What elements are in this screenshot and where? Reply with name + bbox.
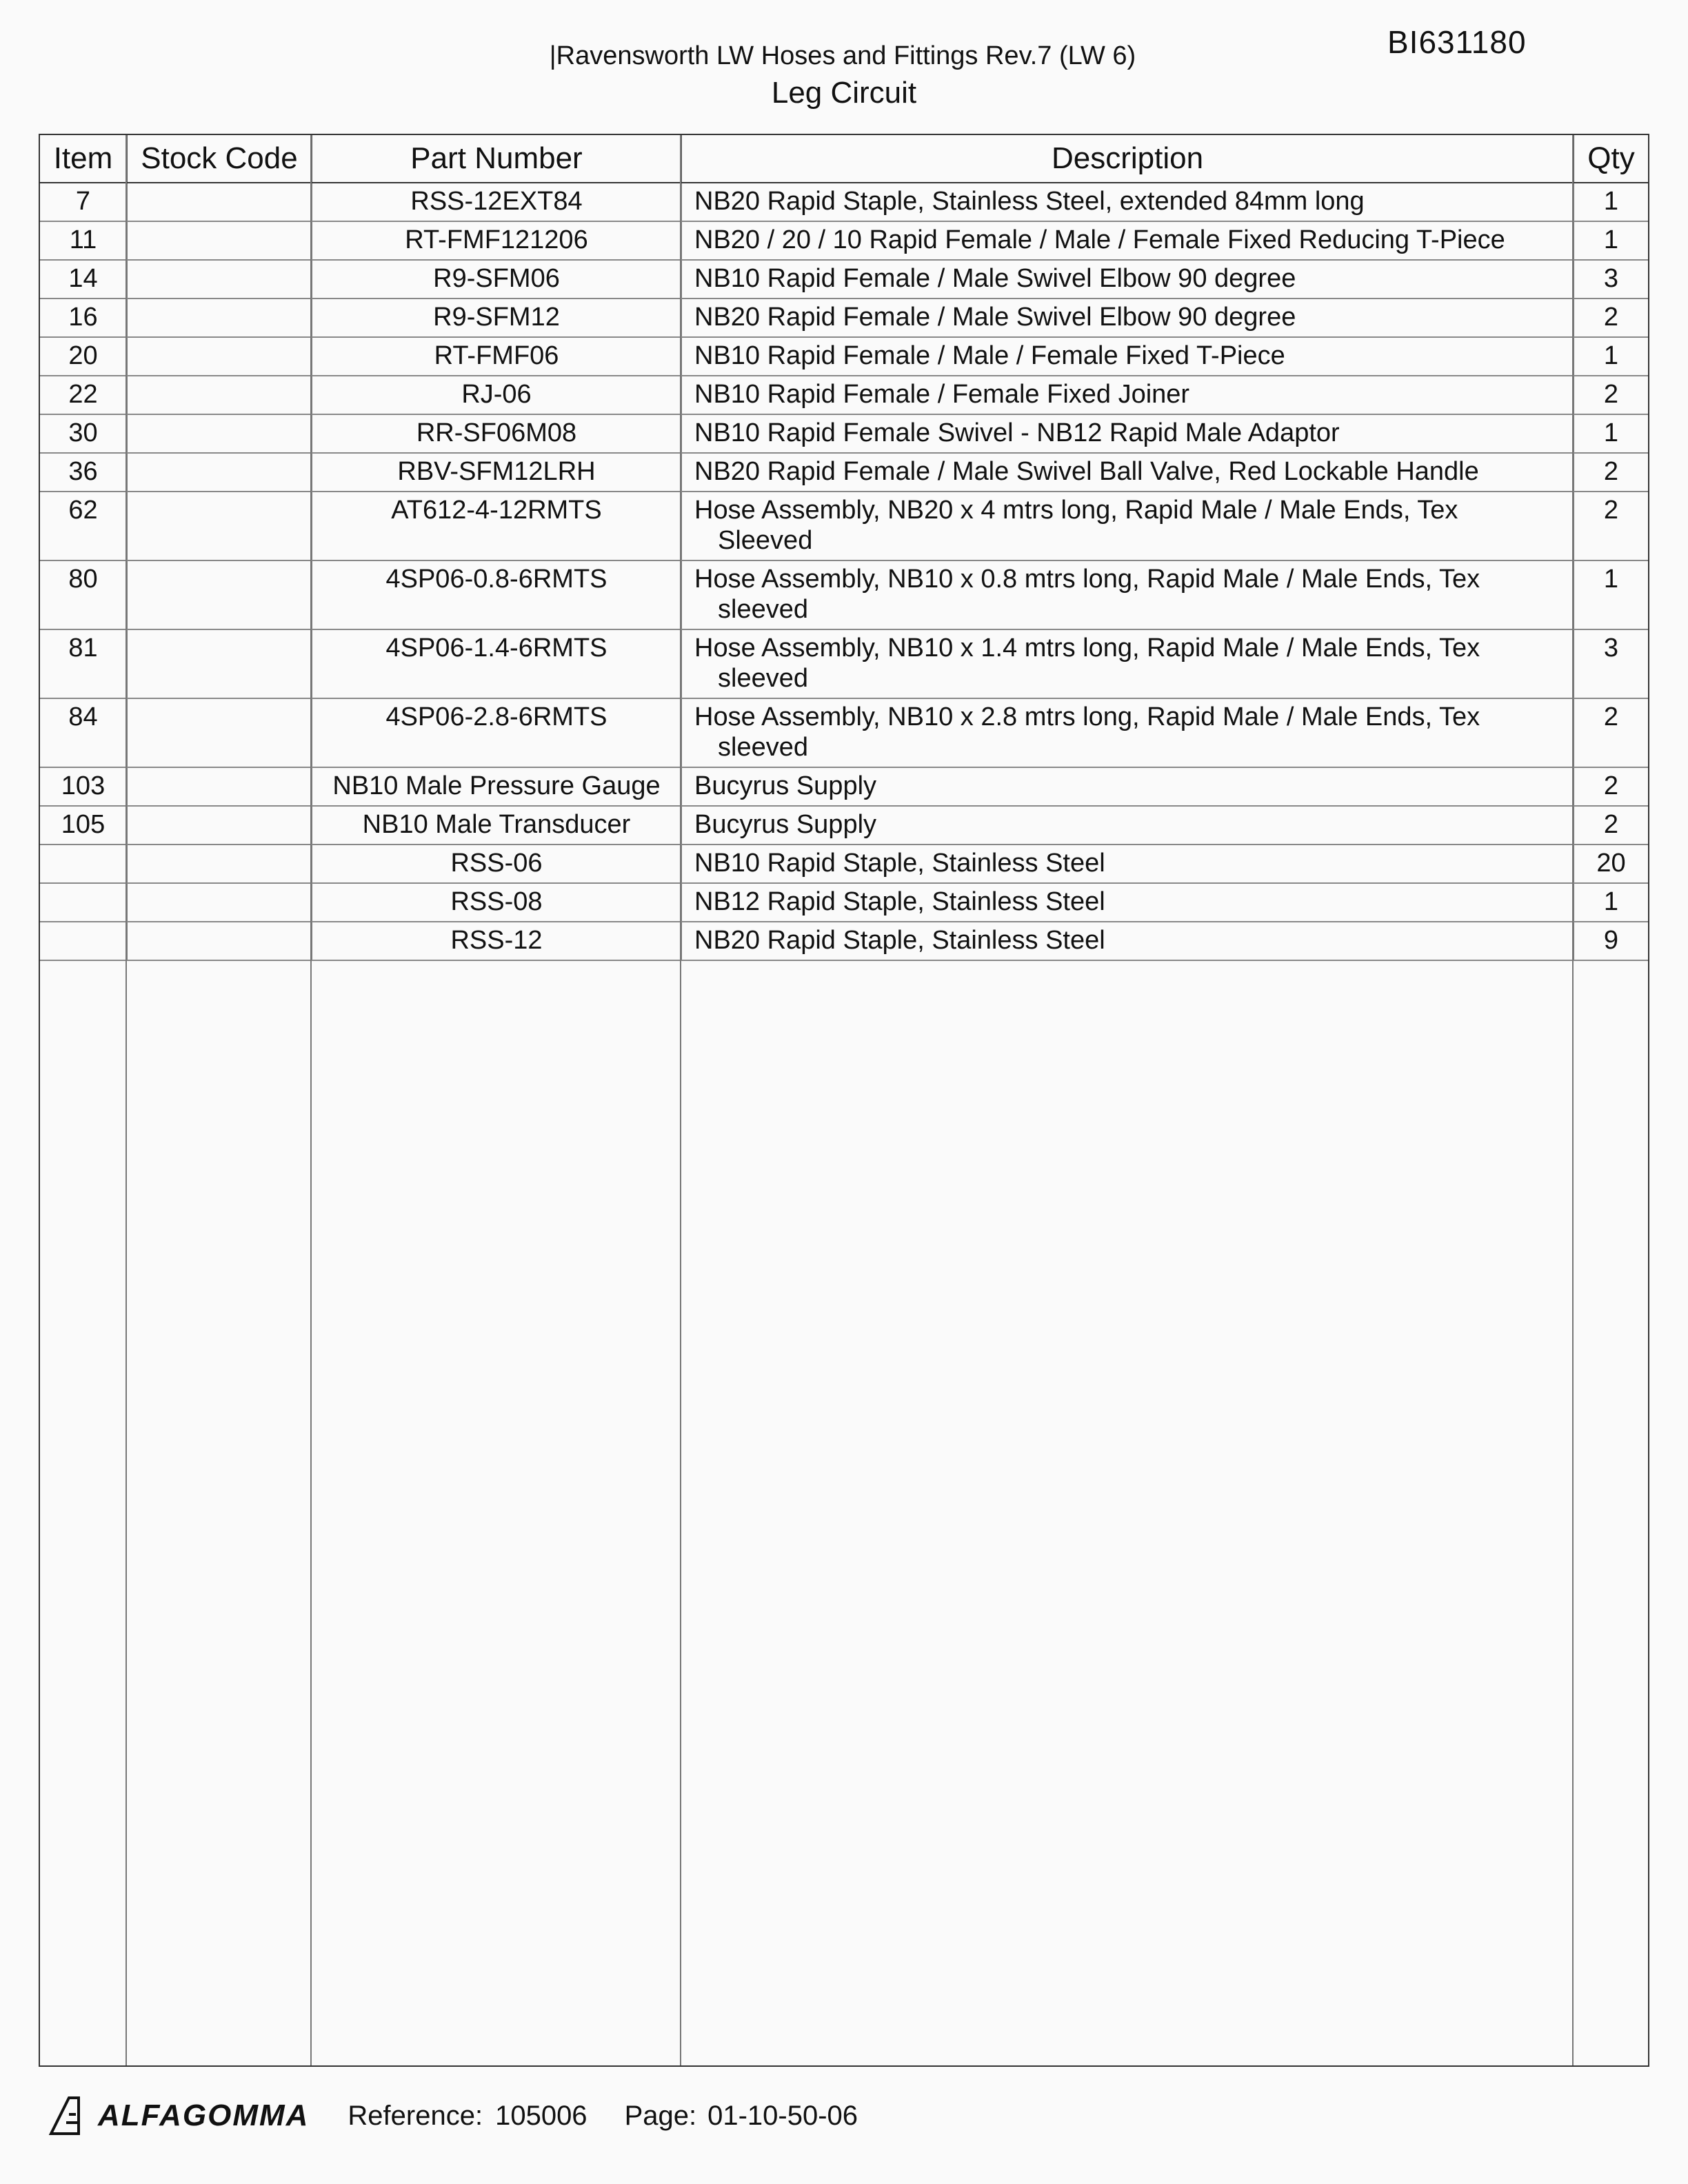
column-header-description: Description [681,135,1574,183]
cell-qty: 2 [1574,299,1648,337]
cell-item: 62 [40,492,127,560]
cell-item [40,922,127,960]
document-title: |Ravensworth LW Hoses and Fittings Rev.7 (LW 6) [549,41,1136,70]
table-row [40,337,1648,376]
cell-item: 20 [40,337,127,376]
reference-value: 105006 [495,2100,587,2131]
description-line: Hose Assembly, NB10 x 0.8 mtrs long, Rapid Male / Male Ends, Tex [694,565,1480,594]
cell-stock-code [127,337,312,376]
cell-part-number: NB10 Male Transducer [312,806,681,845]
cell-description [681,806,1574,845]
description-line: NB10 Rapid Female / Male / Female Fixed T-Piece [694,341,1285,370]
cell-stock-code [127,299,312,337]
cell-description [681,414,1574,453]
cell-part-number: RBV-SFM12LRH [312,453,681,492]
column-header-stock-code: Stock Code [127,135,312,183]
cell-item: 22 [40,376,127,414]
description-line: sleeved [718,595,808,624]
column-divider [310,135,312,2065]
table-row [40,698,1648,767]
table-row [40,492,1648,560]
table-body [40,183,1648,960]
cell-item: 30 [40,414,127,453]
description-line: sleeved [718,664,808,693]
description-line: NB10 Rapid Female / Female Fixed Joiner [694,380,1190,409]
table-row [40,453,1648,492]
cell-item: 103 [40,767,127,806]
cell-qty: 20 [1574,845,1648,883]
cell-qty: 1 [1574,560,1648,629]
cell-qty: 2 [1574,376,1648,414]
table-row [40,183,1648,221]
description-line: sleeved [718,733,808,762]
footer [48,2092,858,2140]
description-line: Hose Assembly, NB10 x 1.4 mtrs long, Rapid Male / Male Ends, Tex [694,634,1480,663]
cell-stock-code [127,698,312,767]
parts-table [40,135,1648,961]
table-row [40,221,1648,260]
document-id: BI631180 [1387,24,1527,60]
cell-item: 81 [40,629,127,698]
cell-description [681,453,1574,492]
cell-description [681,629,1574,698]
cell-item: 14 [40,260,127,299]
cell-stock-code [127,414,312,453]
description-line: NB20 Rapid Staple, Stainless Steel, extended 84mm long [694,187,1365,216]
cell-description [681,492,1574,560]
table-row [40,922,1648,960]
cell-part-number: RR-SF06M08 [312,414,681,453]
cell-item: 16 [40,299,127,337]
cell-stock-code [127,845,312,883]
cell-stock-code [127,806,312,845]
cell-description [681,183,1574,221]
cell-part-number: RSS-12EXT84 [312,183,681,221]
cell-qty: 3 [1574,260,1648,299]
description-line: Hose Assembly, NB10 x 2.8 mtrs long, Rapid Male / Male Ends, Tex [694,702,1480,731]
cell-qty: 9 [1574,922,1648,960]
cell-qty: 1 [1574,414,1648,453]
description-line: Bucyrus Supply [694,771,877,800]
cell-stock-code [127,767,312,806]
table-row [40,845,1648,883]
table-row [40,414,1648,453]
cell-item: 11 [40,221,127,260]
cell-part-number: 4SP06-2.8-6RMTS [312,698,681,767]
cell-item [40,883,127,922]
cell-description [681,698,1574,767]
cell-stock-code [127,560,312,629]
cell-stock-code [127,221,312,260]
document-subtitle: Leg Circuit [771,76,917,110]
table-row [40,560,1648,629]
cell-description [681,260,1574,299]
reference-label: Reference: [348,2100,483,2131]
column-divider [680,135,681,2065]
parts-table-frame [39,134,1649,2067]
alfagomma-logo-icon [48,2095,90,2136]
column-header-qty: Qty [1574,135,1648,183]
cell-description [681,299,1574,337]
cell-qty: 1 [1574,337,1648,376]
table-row [40,260,1648,299]
description-line: NB20 / 20 / 10 Rapid Female / Male / Female Fixed Reducing T-Piece [694,225,1505,254]
table-row [40,767,1648,806]
table-row [40,299,1648,337]
table-header-row [40,135,1648,183]
cell-stock-code [127,260,312,299]
cell-part-number: AT612-4-12RMTS [312,492,681,560]
cell-stock-code [127,183,312,221]
cell-part-number: RT-FMF121206 [312,221,681,260]
description-line: Bucyrus Supply [694,810,877,839]
column-divider [1572,135,1574,2065]
cell-description [681,922,1574,960]
cell-description [681,767,1574,806]
cell-part-number: RT-FMF06 [312,337,681,376]
cell-description [681,337,1574,376]
cell-qty: 2 [1574,698,1648,767]
cell-description [681,883,1574,922]
cell-item: 80 [40,560,127,629]
cell-item: 36 [40,453,127,492]
description-line: NB20 Rapid Staple, Stainless Steel [694,926,1105,955]
table-row [40,806,1648,845]
cell-qty: 2 [1574,767,1648,806]
cell-stock-code [127,453,312,492]
table-row [40,629,1648,698]
description-line: NB10 Rapid Staple, Stainless Steel [694,849,1105,878]
cell-part-number: R9-SFM06 [312,260,681,299]
cell-stock-code [127,922,312,960]
column-divider [125,135,127,2065]
description-line: Sleeved [718,526,813,555]
description-line: Hose Assembly, NB20 x 4 mtrs long, Rapid Male / Male Ends, Tex [694,496,1458,525]
cell-qty: 3 [1574,629,1648,698]
cell-description [681,376,1574,414]
logo-wordmark: ALFAGOMMA [98,2099,310,2132]
page-label: Page: [624,2100,697,2131]
cell-item: 105 [40,806,127,845]
table-row [40,883,1648,922]
cell-stock-code [127,376,312,414]
cell-item [40,845,127,883]
cell-qty: 1 [1574,183,1648,221]
cell-description [681,560,1574,629]
cell-item: 7 [40,183,127,221]
cell-part-number: RSS-06 [312,845,681,883]
cell-qty: 2 [1574,806,1648,845]
cell-stock-code [127,492,312,560]
cell-stock-code [127,883,312,922]
cell-description [681,845,1574,883]
cell-qty: 1 [1574,221,1648,260]
column-header-item: Item [40,135,127,183]
description-line: NB20 Rapid Female / Male Swivel Ball Valve, Red Lockable Handle [694,457,1479,486]
cell-part-number: 4SP06-0.8-6RMTS [312,560,681,629]
description-line: NB10 Rapid Female Swivel - NB12 Rapid Male Adaptor [694,418,1340,447]
cell-part-number: RJ-06 [312,376,681,414]
cell-item: 84 [40,698,127,767]
column-header-part-number: Part Number [312,135,681,183]
cell-part-number: R9-SFM12 [312,299,681,337]
page-value: 01-10-50-06 [707,2100,858,2131]
description-line: NB12 Rapid Staple, Stainless Steel [694,887,1105,916]
cell-part-number: RSS-08 [312,883,681,922]
cell-stock-code [127,629,312,698]
cell-part-number: RSS-12 [312,922,681,960]
cell-description [681,221,1574,260]
cell-qty: 2 [1574,492,1648,560]
cell-qty: 1 [1574,883,1648,922]
description-line: NB20 Rapid Female / Male Swivel Elbow 90 degree [694,303,1296,332]
description-line: NB10 Rapid Female / Male Swivel Elbow 90 degree [694,264,1296,293]
table-row [40,376,1648,414]
cell-part-number: 4SP06-1.4-6RMTS [312,629,681,698]
cell-qty: 2 [1574,453,1648,492]
cell-part-number: NB10 Male Pressure Gauge [312,767,681,806]
